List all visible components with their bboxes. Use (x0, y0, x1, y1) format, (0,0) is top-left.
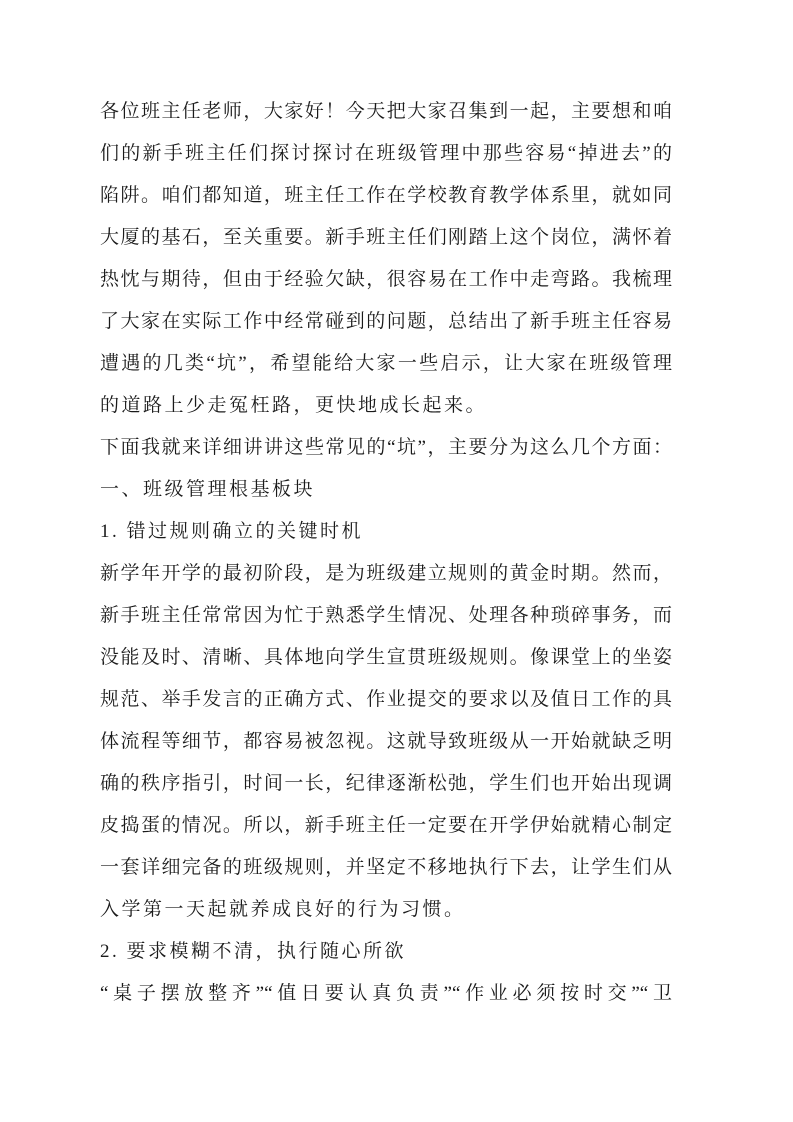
text-line: 1. 错过规则确立的关键时机 (100, 521, 364, 542)
text-line: 确的秩序指引，时间一长，纪律逐渐松弛，学生们也开始出现调 (100, 773, 672, 794)
text-line: 们的新手班主任们探讨探讨在班级管理中那些容易“掉进去”的 (100, 143, 672, 164)
text-line: 没能及时、清晰、具体地向学生宣贯班级规则。像课堂上的坐姿 (100, 647, 672, 668)
text-line: 陷阱。咱们都知道，班主任工作在学校教育教学体系里，就如同 (100, 185, 672, 206)
text-line: 规范、举手发言的正确方式、作业提交的要求以及值日工作的具 (100, 689, 672, 710)
text-line: 一套详细完备的班级规则，并坚定不移地执行下去，让学生们从 (100, 857, 672, 878)
text-line: “桌子摆放整齐”“值日要认真负责”“作业必须按时交”“卫 (100, 983, 672, 1004)
text-line: 一、班级管理根基板块 (100, 479, 316, 500)
text-line: 热忱与期待，但由于经验欠缺，很容易在工作中走弯路。我梳理 (100, 269, 672, 290)
document-text (100, 91, 672, 1015)
text-line: 新学年开学的最初阶段，是为班级建立规则的黄金时期。然而， (100, 563, 672, 584)
text-line: 下面我就来详细讲讲这些常见的“坑”，主要分为这么几个方面： (100, 437, 672, 458)
text-line: 大厦的基石，至关重要。新手班主任们刚踏上这个岗位，满怀着 (100, 227, 672, 248)
text-line: 各位班主任老师，大家好！今天把大家召集到一起，主要想和咱 (100, 101, 672, 122)
text-line: 2. 要求模糊不清，执行随心所欲 (100, 941, 407, 962)
text-line: 新手班主任常常因为忙于熟悉学生情况、处理各种琐碎事务，而 (100, 605, 672, 626)
text-line: 体流程等细节，都容易被忽视。这就导致班级从一开始就缺乏明 (100, 731, 672, 752)
text-line: 皮捣蛋的情况。所以，新手班主任一定要在开学伊始就精心制定 (100, 815, 672, 836)
text-line: 了大家在实际工作中经常碰到的问题，总结出了新手班主任容易 (100, 311, 672, 332)
text-line: 入学第一天起就养成良好的行为习惯。 (100, 899, 466, 920)
text-line: 的道路上少走冤枉路，更快地成长起来。 (100, 395, 488, 416)
text-line: 遭遇的几类“坑”，希望能给大家一些启示，让大家在班级管理 (100, 353, 672, 374)
